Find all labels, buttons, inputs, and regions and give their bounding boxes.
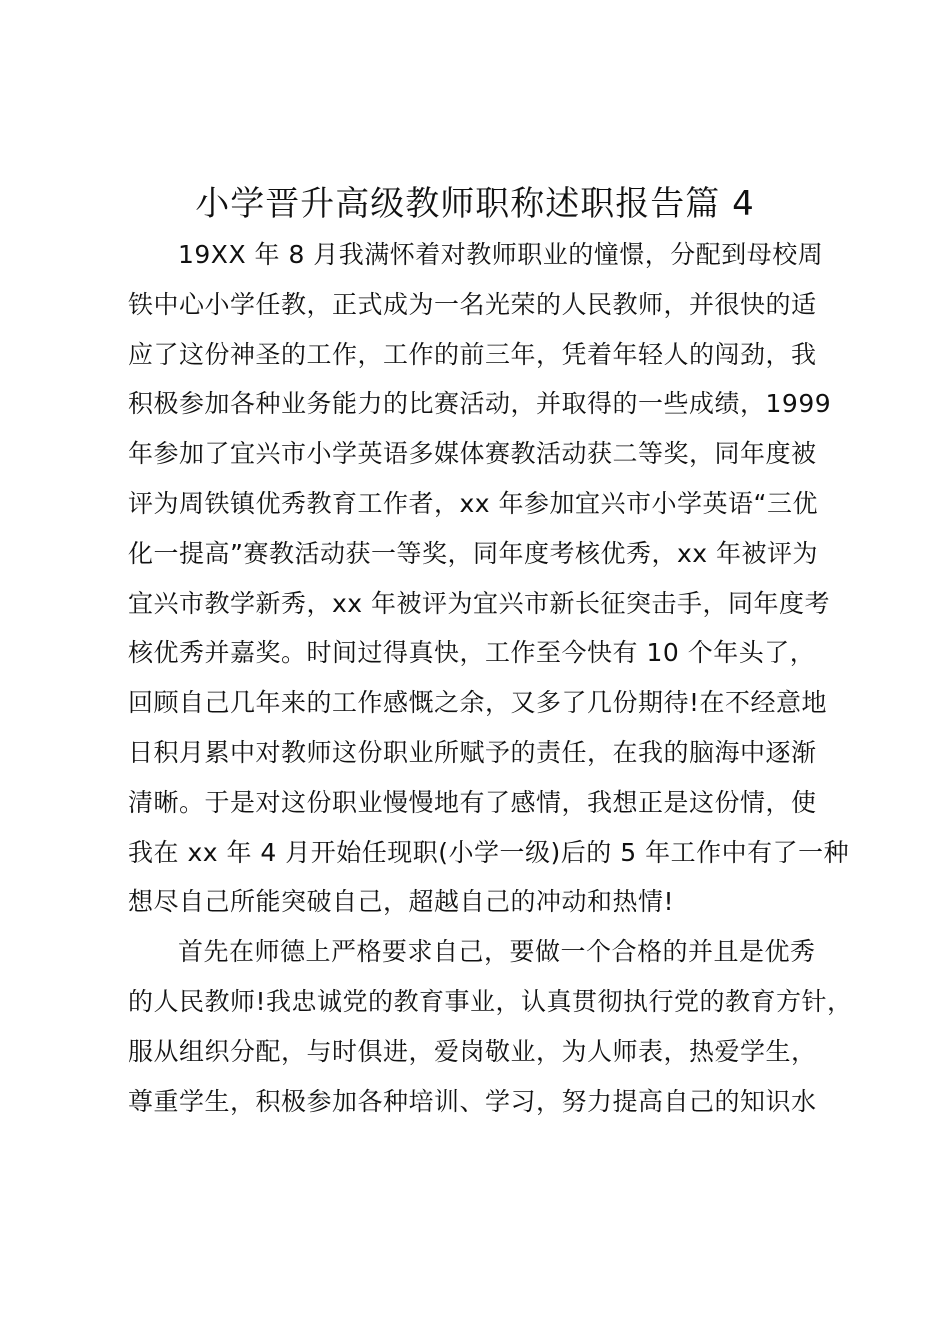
paragraph-2-line-4: 尊重学生，积极参加各种培训、学习，努力提高自己的知识水: [128, 1086, 817, 1116]
paragraph-1-line-6: 评为周铁镇优秀教育工作者，xx 年参加宜兴市小学英语“三优: [128, 488, 818, 518]
paragraph-1-line-2: 铁中心小学任教，正式成为一名光荣的人民教师，并很快的适: [128, 289, 817, 319]
paragraph-1-line-3: 应了这份神圣的工作，工作的前三年，凭着年轻人的闯劲，我: [128, 339, 817, 369]
paragraph-1-line-12: 清晰。于是对这份职业慢慢地有了感情，我想正是这份情，使: [128, 787, 817, 817]
paragraph-1-line-13: 我在 xx 年 4 月开始任现职(小学一级)后的 5 年工作中有了一种: [128, 837, 850, 867]
document-body: [128, 230, 853, 1126]
paragraph-2-line-1: 首先在师德上严格要求自己，要做一个合格的并且是优秀: [178, 937, 816, 967]
paragraph-1-line-10: 回顾自己几年来的工作感慨之余，又多了几份期待!在不经意地: [128, 688, 828, 718]
paragraph-1-line-7: 化一提高”赛教活动获一等奖，同年度考核优秀，xx 年被评为: [128, 538, 818, 568]
paragraph-2-line-3: 服从组织分配，与时俱进，爱岗敬业，为人师表，热爱学生，: [128, 1036, 817, 1066]
paragraph-1-line-14: 想尽自己所能突破自己，超越自己的冲动和热情!: [128, 887, 675, 917]
document-title: 小学晋升高级教师职称述职报告篇 4: [195, 184, 755, 224]
paragraph-1-line-5: 年参加了宜兴市小学英语多媒体赛教活动获二等奖，同年度被: [128, 439, 817, 469]
paragraph-1-line-8: 宜兴市教学新秀，xx 年被评为宜兴市新长征突击手，同年度考: [128, 588, 831, 618]
paragraph-2-line-2: 的人民教师!我忠诚党的教育事业，认真贯彻执行党的教育方针，: [128, 986, 853, 1016]
paragraph-1-line-1: 19XX 年 8 月我满怀着对教师职业的憧憬，分配到母校周: [178, 240, 824, 269]
paragraph-1-line-4: 积极参加各种业务能力的比赛活动，并取得的一些成绩，1999: [128, 389, 832, 419]
paragraph-1-line-9: 核优秀并嘉奖。时间过得真快，工作至今快有 10 个年头了，: [128, 638, 816, 668]
paragraph-1-line-11: 日积月累中对教师这份职业所赋予的责任，在我的脑海中逐渐: [128, 737, 817, 767]
